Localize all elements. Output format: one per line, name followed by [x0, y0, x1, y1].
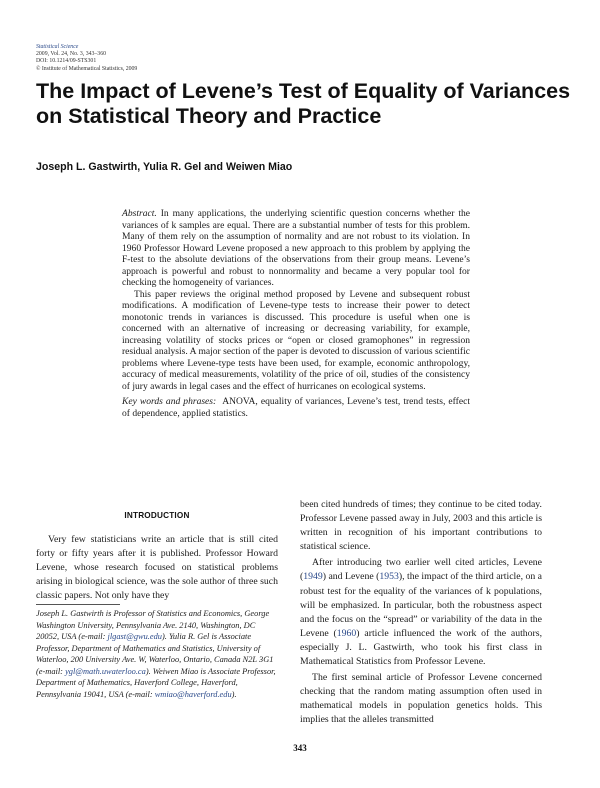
footnote-divider [36, 604, 120, 605]
body-paragraph: After introducing two earlier well cited articles, Levene (1949) and Levene (1953), the impact of the third article, on a robust test for the equality of the variances of k populations, will be emphasized. In particular, both the robustness aspect and the focus on the “spread” or variability of the data in the Levene (1960) article influenced the work of the authors, especially J. L. Gastwirth, who took his first class in Mathematical Statistics from Professor Levene. [300, 557, 543, 668]
email-link[interactable]: wmiao@haverford.edu [154, 689, 232, 699]
right-column [300, 498, 542, 728]
body-paragraph: The first seminal article of Professor Levene concerned checking that the random mating assumption often used in mathematical models in population genetics holds. This implies that the alleles transmitted [300, 672, 542, 726]
section-heading: INTRODUCTION [124, 511, 190, 520]
email-link[interactable]: jlgast@gwu.edu [107, 632, 162, 641]
citation-link[interactable]: 1949 [303, 571, 323, 583]
author-list: Joseph L. Gastwirth, Yulia R. Gel and Weiwen Miao [36, 161, 293, 173]
left-column [36, 509, 278, 604]
journal-header [36, 44, 137, 73]
keywords [122, 396, 470, 419]
body-paragraph: been cited hundreds of times; they continue to be cited today. Professor Levene passed away in July, 2003 and this article is written in recognition of his important contributions to statistical science. [300, 499, 542, 553]
abstract-paragraph-2: This paper reviews the original method proposed by Levene and subsequent robust modifications. A modification of Levene-type tests to increase their power to detect monotonic trends in variances is discussed. This procedure is useful when one is concerned with an alternative of increasing or decreasing variability, for example, increasing volatility of stocks prices or “open or closed gramophones” in regression residual analysis. A major section of the paper is devoted to discussion of various scientific problems where Levene-type tests have been used, for example, economic anthropology, accuracy of medical measurements, volatility of the price of oil, studies of the consistency of jury awards in legal cases and the effect of hurricanes on ecological systems. [122, 288, 470, 392]
keywords-label: Key words and phrases: [122, 396, 217, 407]
copyright-line: © Institute of Mathematical Statistics, 2009 [36, 65, 138, 72]
page-number: 343 [293, 743, 307, 753]
abstract [122, 208, 470, 419]
abstract-paragraph-1: Abstract. In many applications, the underlying scientific question concerns whether the variances of k samples are equal. There are a substantial number of tests for this problem. Many of them rely on the assumption of normality and are not robust to its violation. In 1960 Professor Howard Levene proposed a new approach to this problem by applying the F-test to the absolute deviations of the observations from their group means. Levene’s approach is powerful and robust to nonnormality and became a very popular tool for checking the homogeneity of variances. [122, 208, 470, 288]
volume-line: 2009, Vol. 24, No. 3, 343–360 [36, 51, 106, 58]
body-paragraph: Very few statisticians write an article that is still cited forty or fifty years after it is published. Professor Howard Levene, whose research focused on statistical problems arising in biological science, was the sole author of three such classic papers. Not only have they [36, 534, 278, 602]
citation-link[interactable]: 1953 [379, 571, 399, 583]
email-link[interactable]: ygl@math.uwaterloo.ca [65, 666, 146, 676]
author-footnote: Joseph L. Gastwirth is Professor of Statistics and Economics, George Washington University, Pennsylvania Ave. 2140, Washington, DC 20052, USA (e-mail: jlgast@gwu.edu). Yulia R. Gel is Associate Professor, Department of Mathematics and Statistics, University of Waterloo, 200 University Ave. W, Waterloo, Ontario, Canada N2L 3G1 (e-mail: ygl@math.uwaterloo.ca). Weiwen Miao is Associate Professor, Department of Mathematics, Haverford College, Haverford, Pennsylvania 19041, USA (e-mail: wmiao@haverford.edu). [36, 609, 276, 699]
abstract-label: Abstract. [122, 208, 157, 219]
journal-name: Statistical Science [36, 44, 79, 50]
paper-title: The Impact of Levene’s Test of Equality of Variances on Statistical Theory and Practice [36, 79, 571, 128]
citation-link[interactable]: 1960 [336, 627, 357, 639]
keywords-text: ANOVA, equality of variances, Levene’s test, trend tests, effect of dependence, applied statistics. [122, 396, 470, 419]
doi-line: DOI: 10.1214/09-STS301 [36, 58, 97, 65]
